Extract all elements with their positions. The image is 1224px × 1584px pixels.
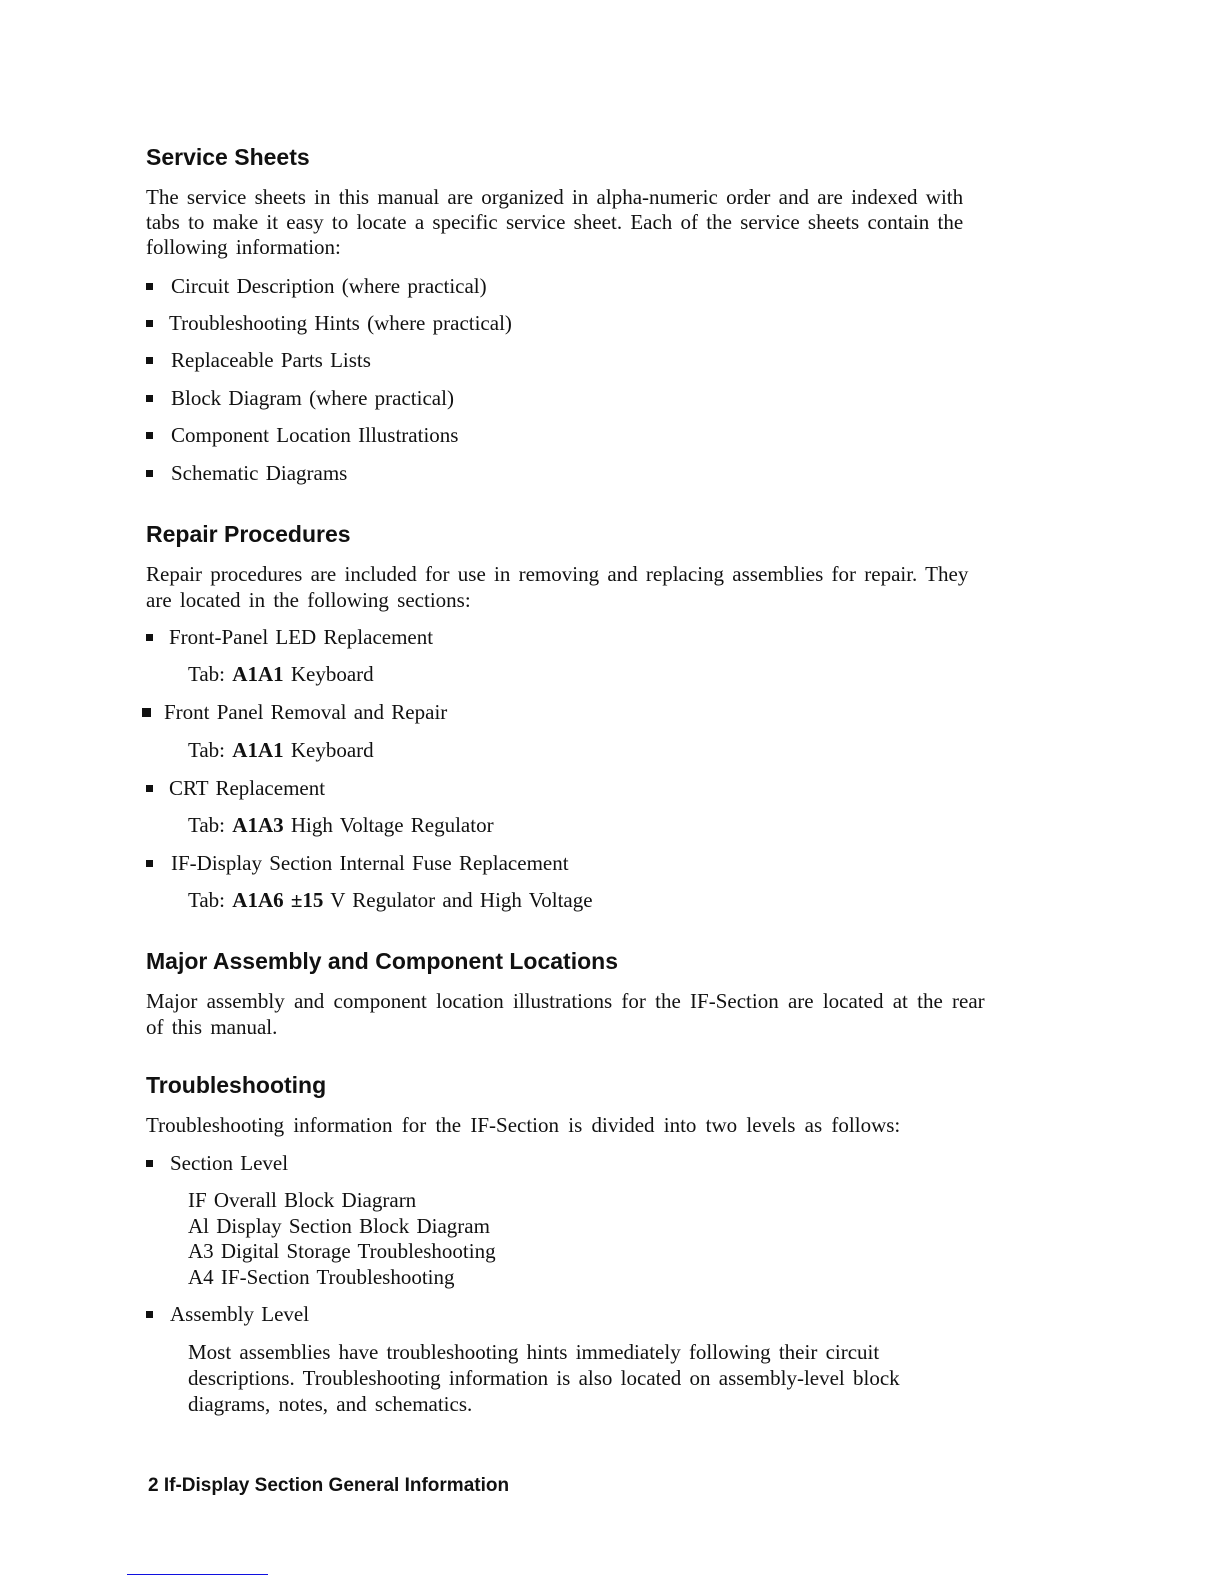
paragraph-line: following information:: [146, 235, 341, 259]
sub-line: Most assemblies have troubleshooting hints immediately following their circuit: [188, 1340, 880, 1364]
sub-line: Al Display Section Block Diagram: [188, 1214, 490, 1238]
bullet-icon: [146, 1160, 153, 1167]
paragraph-line: Troubleshooting information for the IF-Section is divided into two levels as follows:: [146, 1113, 901, 1137]
list-item: Assembly Level: [170, 1302, 310, 1326]
tab-prefix: Tab:: [188, 662, 226, 686]
paragraph-line: Repair procedures are included for use in removing and replacing assemblies for repair. They: [146, 562, 969, 586]
paragraph-line: Major assembly and component location illustrations for the IF-Section are located at the rear: [146, 989, 985, 1013]
list-item: Front Panel Removal and Repair: [164, 700, 448, 724]
bullet-icon: [146, 395, 153, 402]
list-item: Component Location Illustrations: [171, 423, 459, 447]
tab-code: A1A3: [232, 813, 284, 837]
bullet-icon: [146, 432, 153, 439]
sub-line: descriptions. Troubleshooting information is also located on assembly-level block: [188, 1366, 900, 1390]
paragraph-line: of this manual.: [146, 1015, 278, 1039]
tab-code: A1A1: [232, 738, 284, 762]
bullet-icon: [146, 860, 153, 867]
heading-service-sheets: Service Sheets: [146, 144, 310, 170]
bullet-icon: [146, 785, 153, 792]
tab-prefix: Tab:: [188, 888, 226, 912]
tab-prefix: Tab:: [188, 738, 226, 762]
tab-prefix: Tab:: [188, 813, 226, 837]
tab-name: Keyboard: [290, 738, 374, 762]
sub-line: IF Overall Block Diagrarn: [188, 1188, 417, 1212]
list-item: Circuit Description (where practical): [171, 274, 487, 298]
list-item: Block Diagram (where practical): [171, 386, 454, 410]
paragraph-line: tabs to make it easy to locate a specific service sheet. Each of the service sheets contain the: [146, 210, 964, 234]
tab-name: V Regulator and High Voltage: [330, 888, 593, 912]
bullet-icon: [146, 320, 153, 327]
heading-troubleshooting: Troubleshooting: [146, 1072, 327, 1098]
bullet-icon: [146, 357, 153, 364]
sub-line: A4 IF-Section Troubleshooting: [188, 1265, 455, 1289]
tab-name: Keyboard: [290, 662, 374, 686]
list-item: CRT Replacement: [169, 776, 326, 800]
bullet-icon: [146, 634, 153, 641]
list-item: Schematic Diagrams: [171, 461, 348, 485]
list-item: IF-Display Section Internal Fuse Replacement: [171, 851, 569, 875]
list-item: Replaceable Parts Lists: [171, 348, 371, 372]
list-item: Section Level: [170, 1151, 289, 1175]
heading-repair-procedures: Repair Procedures: [146, 521, 351, 547]
sub-line: diagrams, notes, and schematics.: [188, 1392, 473, 1416]
tab-reference: [188, 813, 494, 837]
sub-line: A3 Digital Storage Troubleshooting: [188, 1239, 496, 1263]
blue-rule: [127, 1574, 268, 1575]
tab-reference: [188, 738, 374, 762]
heading-major-assembly: Major Assembly and Component Locations: [146, 948, 618, 974]
tab-reference: [188, 662, 374, 686]
bullet-icon: [146, 1311, 153, 1318]
bullet-icon: [146, 283, 153, 290]
paragraph-line: are located in the following sections:: [146, 588, 471, 612]
bullet-icon: [146, 470, 153, 477]
list-item: Troubleshooting Hints (where practical): [169, 311, 512, 335]
list-item: Front-Panel LED Replacement: [169, 625, 434, 649]
paragraph-line: The service sheets in this manual are organized in alpha-numeric order and are indexed with: [146, 185, 964, 209]
page-footer: 2 If-Display Section General Information: [148, 1475, 510, 1496]
tab-reference: [188, 888, 593, 912]
tab-code: A1A1: [232, 662, 284, 686]
bullet-icon: [142, 708, 151, 717]
tab-code: A1A6 ±15: [232, 888, 324, 912]
tab-name: High Voltage Regulator: [290, 813, 494, 837]
